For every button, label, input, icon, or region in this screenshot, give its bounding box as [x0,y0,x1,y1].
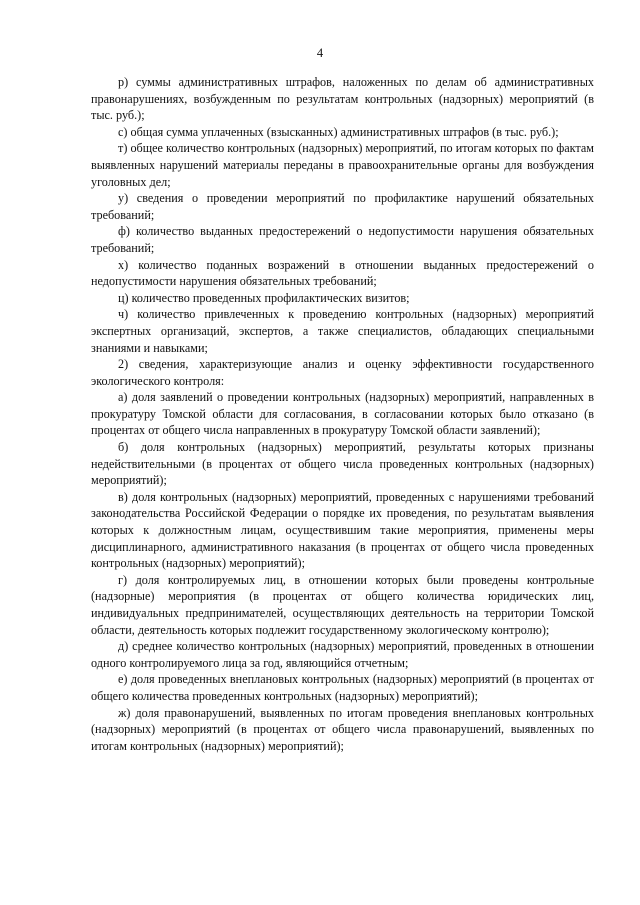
paragraph-g: г) доля контролируемых лиц, в отношении которых были проведены контрольные (надзорные) мероприятия (в процентах от общего количества юридических лиц, индивидуальных предпринимателей, осуществляющих деятельность на территории Томской области, деятельность которых подлежит государственному экологическому контролю); [91,572,594,637]
paragraph-b: б) доля контрольных (надзорных) мероприятий, результаты которых признаны недействительными (в процентах от общего числа проведенных контрольных (надзорных) мероприятий); [91,440,594,488]
paragraph-h: х) количество поданных возражений в отношении выданных предостережений о недопустимости нарушения обязательных требований; [91,257,594,289]
paragraph-a: а) доля заявлений о проведении контрольных (надзорных) мероприятий, направленных в прокуратуру Томской области для согласования, в согласовании которых было отказано (в процентах от общего числа направленных в прокуратуру Томской области заявлений); [91,390,594,438]
paragraph-ts: ц) количество проведенных профилактических визитов; [118,290,410,305]
section-2-heading: 2) сведения, характеризующие анализ и оценку эффективности государственного экологического контроля: [91,357,594,388]
paragraph-d: д) среднее количество контрольных (надзорных) мероприятий, проведенных в отношении одного контролируемого лица за год, являющийся отчетным; [91,639,594,670]
paragraph-zh: ж) доля правонарушений, выявленных по итогам проведения внеплановых контрольных (надзорных) мероприятий (в процентах от общего числа правонарушений, выявленных по итогам контрольных (надзорных) мероприятий); [91,705,594,753]
paragraph-s: с) общая сумма уплаченных (взысканных) административных штрафов (в тыс. руб.); [118,124,559,139]
paragraph-v: в) доля контрольных (надзорных) мероприятий, проведенных с нарушениями требований законодательства Российской Федерации о порядке их проведения, по результатам выявления которых к должностным лицам, осуществившим такие мероприятия, применены меры дисциплинарного, административного наказания (в процентах от общего числа проведенных контрольных (надзорных) мероприятий); [91,489,594,571]
paragraph-f: ф) количество выданных предостережений о недопустимости нарушения обязательных требований; [91,224,594,255]
paragraph-e: е) доля проведенных внеплановых контрольных (надзорных) мероприятий (в процентах от общего количества проведенных контрольных (надзорных) мероприятий); [91,672,594,703]
paragraph-u: у) сведения о проведении мероприятий по профилактике нарушений обязательных требований; [91,191,594,222]
page-number: 4 [316,46,324,60]
paragraph-t: т) общее количество контрольных (надзорных) мероприятий, по итогам которых по фактам выявленных нарушений материалы переданы в правоохранительные органы для возбуждения уголовных дел; [91,141,594,189]
paragraph-ch: ч) количество привлеченных к проведению контрольных (надзорных) мероприятий экспертных организаций, экспертов, а также специалистов, обладающих специальными знаниями и навыками; [91,307,594,355]
paragraph-r: р) суммы административных штрафов, наложенных по делам об административных правонарушениях, возбужденным по результатам контрольных (надзорных) мероприятий (в тыс. руб.); [91,75,594,123]
document-body [91,74,594,754]
